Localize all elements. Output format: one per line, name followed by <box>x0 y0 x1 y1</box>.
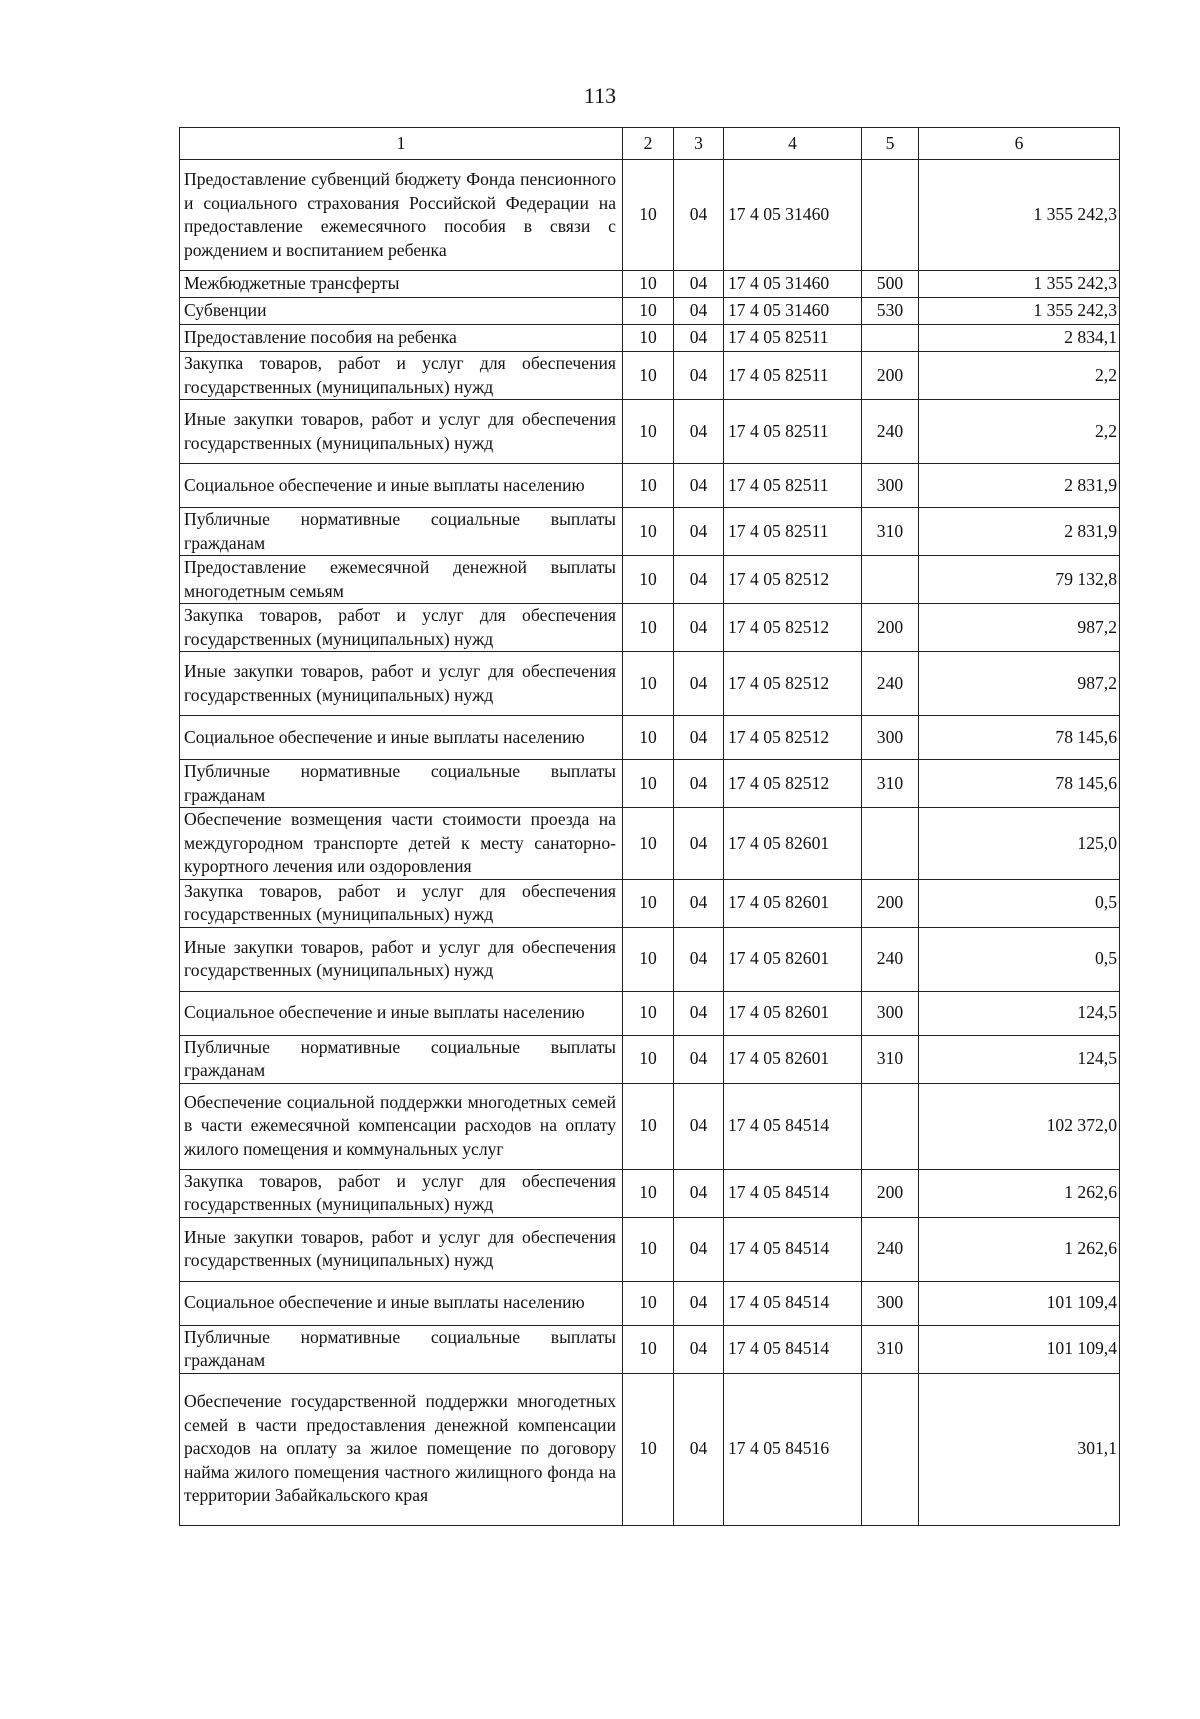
row-name-cell: Обеспечение возмещения части стоимости проезда на междугородном транспорте детей к месту санаторно-курортного лечения или оздоровления <box>180 808 623 880</box>
row-expense-type-cell <box>862 325 919 352</box>
row-subsection-cell: 04 <box>674 400 724 464</box>
table-row <box>180 604 1120 652</box>
row-section-cell: 10 <box>623 652 674 716</box>
row-target-article-cell: 17 4 05 82512 <box>724 760 862 808</box>
row-amount-cell: 124,5 <box>919 991 1120 1035</box>
budget-table <box>179 127 1120 1526</box>
row-expense-type-cell: 310 <box>862 1035 919 1083</box>
row-subsection-cell: 04 <box>674 808 724 880</box>
row-name-cell: Предоставление ежемесячной денежной выплаты многодетным семьям <box>180 556 623 604</box>
header-col-6: 6 <box>919 128 1120 160</box>
table-row <box>180 271 1120 298</box>
header-col-4: 4 <box>724 128 862 160</box>
row-name-cell: Закупка товаров, работ и услуг для обеспечения государственных (муниципальных) нужд <box>180 352 623 400</box>
row-subsection-cell: 04 <box>674 160 724 271</box>
row-name-cell: Публичные нормативные социальные выплаты гражданам <box>180 508 623 556</box>
row-section-cell: 10 <box>623 808 674 880</box>
row-name-cell: Обеспечение государственной поддержки многодетных семей в части предоставления денежной компенсации расходов на оплату за жилое помещение по договору найма жилого помещения частного жилищного фонда на территории Забайкальского края <box>180 1373 623 1525</box>
row-target-article-cell: 17 4 05 31460 <box>724 160 862 271</box>
row-amount-cell: 1 355 242,3 <box>919 160 1120 271</box>
row-amount-cell: 987,2 <box>919 604 1120 652</box>
row-amount-cell: 101 109,4 <box>919 1325 1120 1373</box>
row-section-cell: 10 <box>623 1035 674 1083</box>
row-expense-type-cell: 240 <box>862 400 919 464</box>
table-row <box>180 1325 1120 1373</box>
row-amount-cell: 78 145,6 <box>919 716 1120 760</box>
row-subsection-cell: 04 <box>674 991 724 1035</box>
table-row <box>180 1373 1120 1525</box>
row-subsection-cell: 04 <box>674 1169 724 1217</box>
row-expense-type-cell: 300 <box>862 464 919 508</box>
row-amount-cell: 2,2 <box>919 352 1120 400</box>
row-target-article-cell: 17 4 05 84514 <box>724 1169 862 1217</box>
row-subsection-cell: 04 <box>674 927 724 991</box>
row-amount-cell: 2 834,1 <box>919 325 1120 352</box>
row-target-article-cell: 17 4 05 82511 <box>724 352 862 400</box>
table-row <box>180 1083 1120 1169</box>
row-name-cell: Межбюджетные трансферты <box>180 271 623 298</box>
row-subsection-cell: 04 <box>674 1083 724 1169</box>
row-subsection-cell: 04 <box>674 1281 724 1325</box>
row-expense-type-cell: 300 <box>862 1281 919 1325</box>
row-target-article-cell: 17 4 05 82511 <box>724 508 862 556</box>
header-col-5: 5 <box>862 128 919 160</box>
row-amount-cell: 101 109,4 <box>919 1281 1120 1325</box>
row-name-cell: Закупка товаров, работ и услуг для обеспечения государственных (муниципальных) нужд <box>180 604 623 652</box>
row-amount-cell: 79 132,8 <box>919 556 1120 604</box>
row-expense-type-cell: 310 <box>862 508 919 556</box>
row-amount-cell: 102 372,0 <box>919 1083 1120 1169</box>
row-target-article-cell: 17 4 05 82511 <box>724 464 862 508</box>
row-target-article-cell: 17 4 05 82601 <box>724 879 862 927</box>
row-expense-type-cell: 500 <box>862 271 919 298</box>
row-amount-cell: 1 355 242,3 <box>919 271 1120 298</box>
row-name-cell: Иные закупки товаров, работ и услуг для обеспечения государственных (муниципальных) нужд <box>180 652 623 716</box>
row-amount-cell: 1 262,6 <box>919 1169 1120 1217</box>
row-name-cell: Социальное обеспечение и иные выплаты населению <box>180 716 623 760</box>
row-target-article-cell: 17 4 05 84514 <box>724 1217 862 1281</box>
row-target-article-cell: 17 4 05 82601 <box>724 1035 862 1083</box>
row-amount-cell: 1 355 242,3 <box>919 298 1120 325</box>
row-amount-cell: 78 145,6 <box>919 760 1120 808</box>
row-subsection-cell: 04 <box>674 760 724 808</box>
row-name-cell: Социальное обеспечение и иные выплаты населению <box>180 464 623 508</box>
row-target-article-cell: 17 4 05 84514 <box>724 1325 862 1373</box>
row-expense-type-cell <box>862 160 919 271</box>
row-amount-cell: 987,2 <box>919 652 1120 716</box>
row-name-cell: Предоставление пособия на ребенка <box>180 325 623 352</box>
row-name-cell: Закупка товаров, работ и услуг для обеспечения государственных (муниципальных) нужд <box>180 879 623 927</box>
header-col-3: 3 <box>674 128 724 160</box>
row-amount-cell: 2 831,9 <box>919 464 1120 508</box>
row-name-cell: Субвенции <box>180 298 623 325</box>
row-subsection-cell: 04 <box>674 556 724 604</box>
page-number: 113 <box>583 83 617 108</box>
row-section-cell: 10 <box>623 1373 674 1525</box>
table-row <box>180 325 1120 352</box>
row-section-cell: 10 <box>623 1281 674 1325</box>
row-expense-type-cell: 300 <box>862 716 919 760</box>
row-expense-type-cell: 310 <box>862 760 919 808</box>
row-subsection-cell: 04 <box>674 325 724 352</box>
row-expense-type-cell <box>862 1373 919 1525</box>
row-target-article-cell: 17 4 05 82512 <box>724 716 862 760</box>
table-row <box>180 464 1120 508</box>
row-section-cell: 10 <box>623 298 674 325</box>
table-row <box>180 1035 1120 1083</box>
row-target-article-cell: 17 4 05 82601 <box>724 808 862 880</box>
row-subsection-cell: 04 <box>674 298 724 325</box>
table-row <box>180 160 1120 271</box>
row-expense-type-cell: 300 <box>862 991 919 1035</box>
row-expense-type-cell: 240 <box>862 1217 919 1281</box>
row-subsection-cell: 04 <box>674 508 724 556</box>
row-target-article-cell: 17 4 05 84514 <box>724 1083 862 1169</box>
row-target-article-cell: 17 4 05 84514 <box>724 1281 862 1325</box>
header-col-2: 2 <box>623 128 674 160</box>
row-expense-type-cell: 200 <box>862 352 919 400</box>
table-row <box>180 352 1120 400</box>
header-col-1: 1 <box>180 128 623 160</box>
table-row <box>180 1217 1120 1281</box>
table-header <box>180 128 1120 160</box>
row-subsection-cell: 04 <box>674 652 724 716</box>
row-expense-type-cell: 310 <box>862 1325 919 1373</box>
table-row <box>180 1169 1120 1217</box>
row-name-cell: Публичные нормативные социальные выплаты гражданам <box>180 760 623 808</box>
row-target-article-cell: 17 4 05 82601 <box>724 927 862 991</box>
row-amount-cell: 1 262,6 <box>919 1217 1120 1281</box>
table-row <box>180 927 1120 991</box>
row-name-cell: Публичные нормативные социальные выплаты гражданам <box>180 1035 623 1083</box>
row-section-cell: 10 <box>623 991 674 1035</box>
row-target-article-cell: 17 4 05 82512 <box>724 556 862 604</box>
table-row <box>180 298 1120 325</box>
row-section-cell: 10 <box>623 1169 674 1217</box>
row-section-cell: 10 <box>623 160 674 271</box>
table-row <box>180 716 1120 760</box>
row-expense-type-cell <box>862 1083 919 1169</box>
table-row <box>180 556 1120 604</box>
row-target-article-cell: 17 4 05 31460 <box>724 298 862 325</box>
row-section-cell: 10 <box>623 400 674 464</box>
row-amount-cell: 124,5 <box>919 1035 1120 1083</box>
row-name-cell: Иные закупки товаров, работ и услуг для обеспечения государственных (муниципальных) нужд <box>180 400 623 464</box>
row-expense-type-cell <box>862 556 919 604</box>
header-row <box>180 128 1120 160</box>
table-body <box>180 160 1120 1526</box>
row-subsection-cell: 04 <box>674 1325 724 1373</box>
table-row <box>180 508 1120 556</box>
row-amount-cell: 0,5 <box>919 879 1120 927</box>
row-section-cell: 10 <box>623 879 674 927</box>
table-row <box>180 652 1120 716</box>
row-target-article-cell: 17 4 05 82511 <box>724 400 862 464</box>
row-expense-type-cell: 530 <box>862 298 919 325</box>
row-section-cell: 10 <box>623 1325 674 1373</box>
row-target-article-cell: 17 4 05 31460 <box>724 271 862 298</box>
row-section-cell: 10 <box>623 927 674 991</box>
row-name-cell: Социальное обеспечение и иные выплаты населению <box>180 1281 623 1325</box>
row-target-article-cell: 17 4 05 82601 <box>724 991 862 1035</box>
row-expense-type-cell: 200 <box>862 879 919 927</box>
row-expense-type-cell: 240 <box>862 927 919 991</box>
row-section-cell: 10 <box>623 556 674 604</box>
row-target-article-cell: 17 4 05 84516 <box>724 1373 862 1525</box>
row-subsection-cell: 04 <box>674 464 724 508</box>
row-amount-cell: 301,1 <box>919 1373 1120 1525</box>
row-expense-type-cell <box>862 808 919 880</box>
row-name-cell: Обеспечение социальной поддержки многодетных семей в части ежемесячной компенсации расходов на оплату жилого помещения и коммунальных услуг <box>180 1083 623 1169</box>
row-section-cell: 10 <box>623 464 674 508</box>
table-row <box>180 400 1120 464</box>
row-subsection-cell: 04 <box>674 1373 724 1525</box>
row-amount-cell: 0,5 <box>919 927 1120 991</box>
row-target-article-cell: 17 4 05 82511 <box>724 325 862 352</box>
row-section-cell: 10 <box>623 325 674 352</box>
row-subsection-cell: 04 <box>674 879 724 927</box>
row-target-article-cell: 17 4 05 82512 <box>724 652 862 716</box>
row-subsection-cell: 04 <box>674 604 724 652</box>
row-section-cell: 10 <box>623 604 674 652</box>
row-subsection-cell: 04 <box>674 271 724 298</box>
table-row <box>180 760 1120 808</box>
row-expense-type-cell: 240 <box>862 652 919 716</box>
row-subsection-cell: 04 <box>674 1035 724 1083</box>
row-name-cell: Закупка товаров, работ и услуг для обеспечения государственных (муниципальных) нужд <box>180 1169 623 1217</box>
row-section-cell: 10 <box>623 716 674 760</box>
row-subsection-cell: 04 <box>674 352 724 400</box>
row-section-cell: 10 <box>623 1083 674 1169</box>
row-section-cell: 10 <box>623 760 674 808</box>
row-section-cell: 10 <box>623 271 674 298</box>
row-amount-cell: 2 831,9 <box>919 508 1120 556</box>
row-expense-type-cell: 200 <box>862 1169 919 1217</box>
row-expense-type-cell: 200 <box>862 604 919 652</box>
row-name-cell: Социальное обеспечение и иные выплаты населению <box>180 991 623 1035</box>
row-name-cell: Публичные нормативные социальные выплаты гражданам <box>180 1325 623 1373</box>
row-section-cell: 10 <box>623 352 674 400</box>
row-target-article-cell: 17 4 05 82512 <box>724 604 862 652</box>
row-amount-cell: 125,0 <box>919 808 1120 880</box>
table-row <box>180 879 1120 927</box>
row-name-cell: Предоставление субвенций бюджету Фонда пенсионного и социального страхования Российской Федерации на предоставление ежемесячного пособия в связи с рождением и воспитанием ребенка <box>180 160 623 271</box>
row-subsection-cell: 04 <box>674 716 724 760</box>
table-row <box>180 991 1120 1035</box>
row-subsection-cell: 04 <box>674 1217 724 1281</box>
row-section-cell: 10 <box>623 508 674 556</box>
table-row <box>180 1281 1120 1325</box>
row-name-cell: Иные закупки товаров, работ и услуг для обеспечения государственных (муниципальных) нужд <box>180 927 623 991</box>
row-amount-cell: 2,2 <box>919 400 1120 464</box>
table-row <box>180 808 1120 880</box>
row-section-cell: 10 <box>623 1217 674 1281</box>
row-name-cell: Иные закупки товаров, работ и услуг для обеспечения государственных (муниципальных) нужд <box>180 1217 623 1281</box>
